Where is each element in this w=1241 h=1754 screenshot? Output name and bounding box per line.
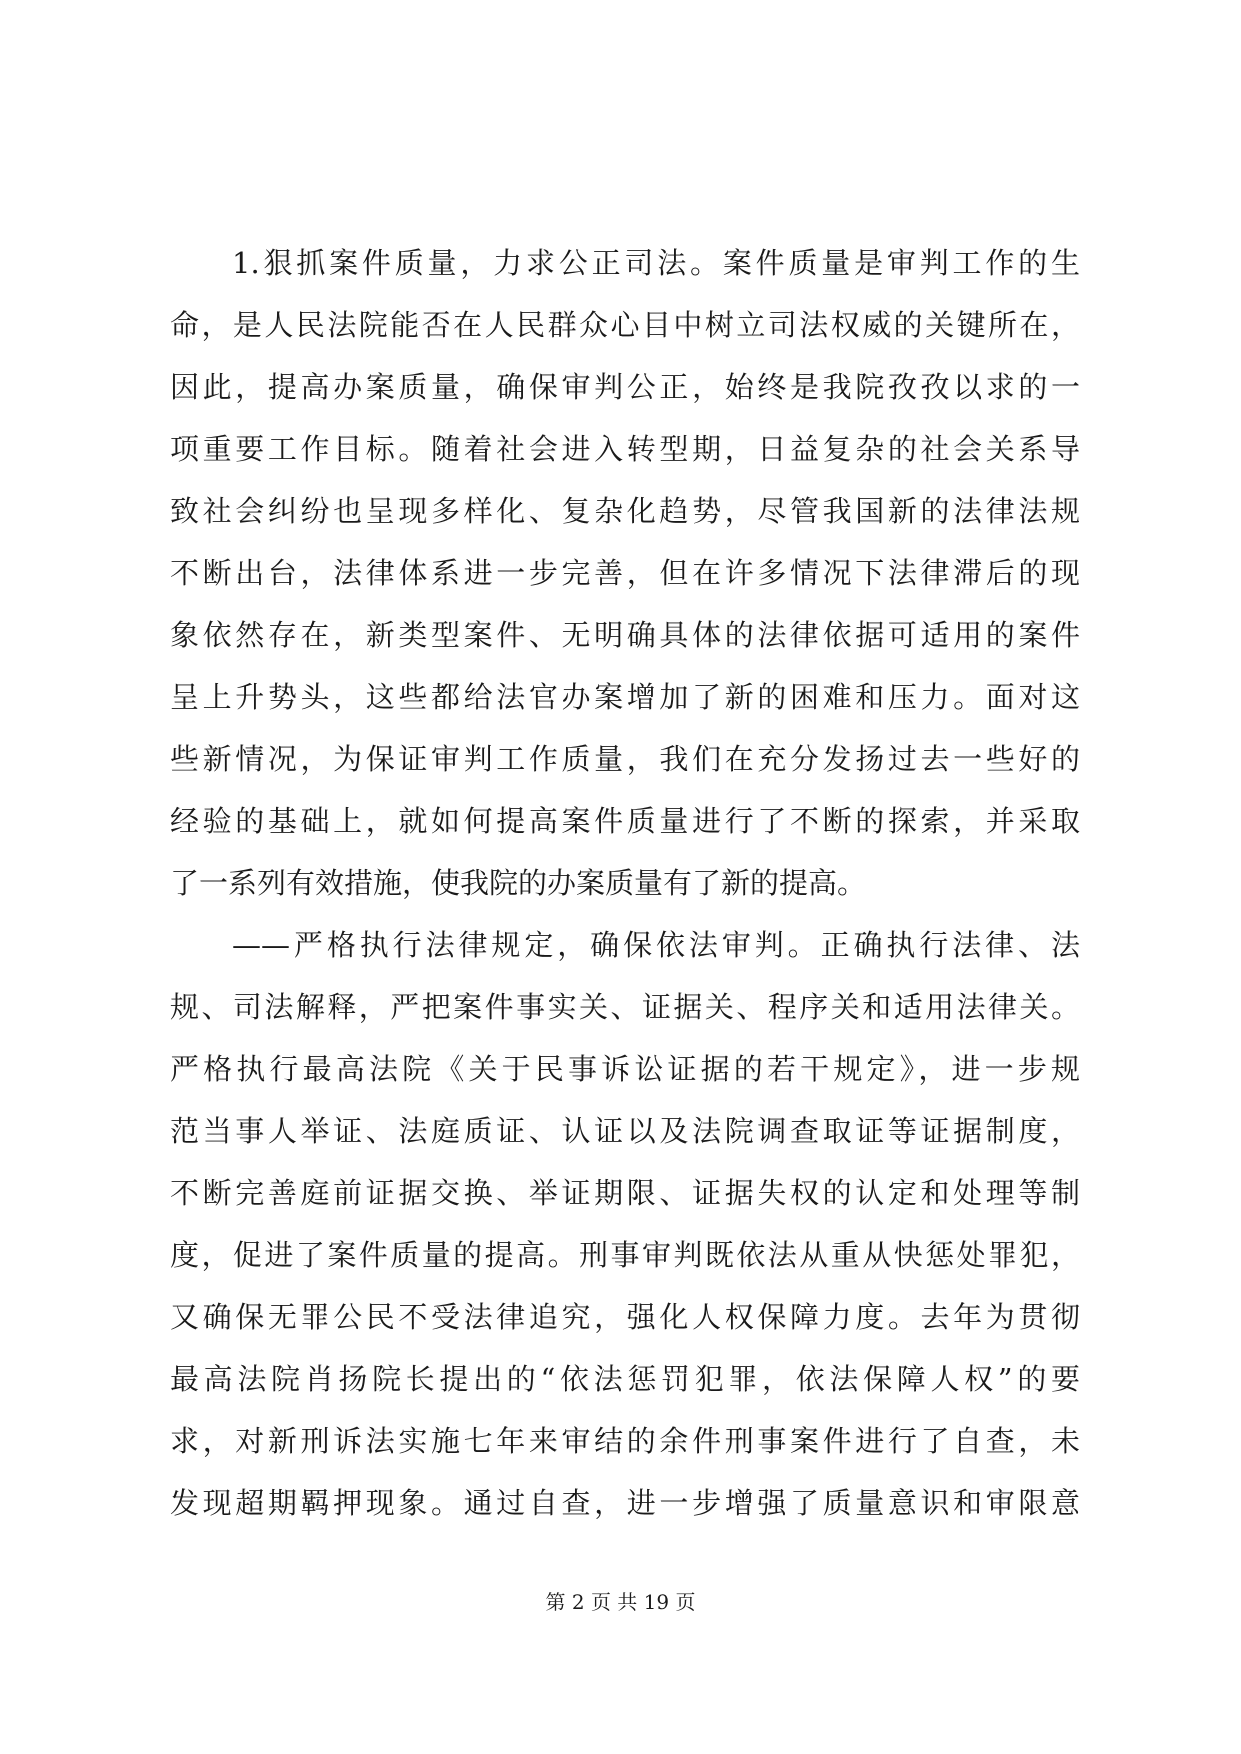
text-line: 度，促进了案件质量的提高。刑事审判既依法从重从快惩处罪犯， — [170, 1238, 1080, 1272]
text-line: 不断出台，法律体系进一步完善，但在许多情况下法律滞后的现 — [170, 556, 1080, 590]
document-body — [170, 232, 1080, 1534]
text-line: 求，对新刑诉法实施七年来审结的余件刑事案件进行了自查，未 — [170, 1424, 1080, 1458]
text-line: 严格执行最高法院《关于民事诉讼证据的若干规定》，进一步规 — [170, 1052, 1080, 1086]
text-line: 项重要工作目标。随着社会进入转型期，日益复杂的社会关系导 — [170, 432, 1080, 466]
page-number-footer: 第 2 页 共 19 页 — [545, 1590, 696, 1614]
text-line: 最高法院肖扬院长提出的“依法惩罚犯罪，依法保障人权”的要 — [170, 1362, 1080, 1396]
text-line: 发现超期羁押现象。通过自查，进一步增强了质量意识和审限意 — [170, 1486, 1080, 1520]
text-line: 些新情况，为保证审判工作质量，我们在充分发扬过去一些好的 — [170, 742, 1080, 776]
text-line: 范当事人举证、法庭质证、认证以及法院调查取证等证据制度， — [170, 1114, 1080, 1148]
text-line: 不断完善庭前证据交换、举证期限、证据失权的认定和处理等制 — [170, 1176, 1080, 1210]
text-line: 又确保无罪公民不受法律追究，强化人权保障力度。去年为贯彻 — [170, 1300, 1080, 1334]
text-line: 因此，提高办案质量，确保审判公正，始终是我院孜孜以求的一 — [170, 370, 1080, 404]
text-line: 了一系列有效措施，使我院的办案质量有了新的提高。 — [170, 866, 867, 900]
text-line: 经验的基础上，就如何提高案件质量进行了不断的探索，并采取 — [170, 804, 1080, 838]
text-line: 呈上升势头，这些都给法官办案增加了新的困难和压力。面对这 — [170, 680, 1080, 714]
text-line: 象依然存在，新类型案件、无明确具体的法律依据可适用的案件 — [170, 618, 1080, 652]
text-line: 致社会纠纷也呈现多样化、复杂化趋势，尽管我国新的法律法规 — [170, 494, 1080, 528]
text-line: 命，是人民法院能否在人民群众心目中树立司法权威的关键所在， — [170, 308, 1080, 342]
text-line: 规、司法解释，严把案件事实关、证据关、程序关和适用法律关。 — [170, 990, 1080, 1024]
text-line: ——严格执行法律规定，确保依法审判。正确执行法律、法 — [232, 928, 1080, 962]
text-line: 1.狠抓案件质量，力求公正司法。案件质量是审判工作的生 — [232, 246, 1080, 280]
